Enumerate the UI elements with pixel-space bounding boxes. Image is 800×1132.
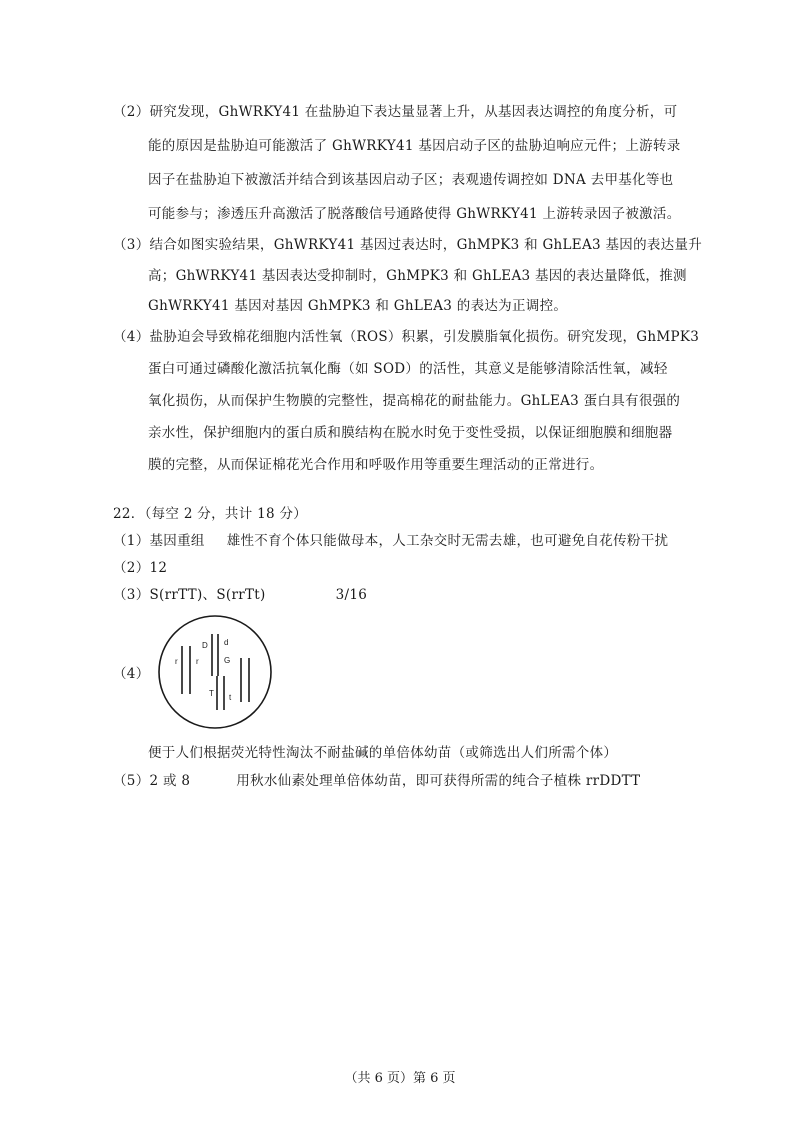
q22-a1-number: （1） bbox=[113, 533, 150, 549]
q21-p4-line3: 氧化损伤，从而保护生物膜的完整性，提高棉花的耐盐能力。GhLEA3 蛋白具有很强的 bbox=[148, 393, 681, 409]
q22-a4-number: （4） bbox=[113, 666, 150, 682]
q21-p3-line2: 高；GhWRKY41 基因表达受抑制时，GhMPK3 和 GhLEA3 基因的表达量降低，推测 bbox=[148, 268, 687, 284]
q22-a5-number: （5） bbox=[113, 773, 150, 789]
q22-a3-ratio: 3/16 bbox=[335, 587, 368, 603]
cell-outline bbox=[159, 616, 271, 728]
q22-a3-number: （3） bbox=[113, 587, 150, 603]
q22-a1-part-a: 基因重组 bbox=[149, 533, 205, 549]
q22-a5-part-b: 用秋水仙素处理单倍体幼苗，即可获得所需的纯合子植株 rrDDTT bbox=[236, 773, 641, 789]
q21-p4-line2: 蛋白可通过磷酸化激活抗氧化酶（如 SOD）的活性，其意义是能够清除活性氧，减轻 bbox=[148, 361, 668, 377]
q21-p2-line2: 能的原因是盐胁迫可能激活了 GhWRKY41 基因启动子区的盐胁迫响应元件；上游转录 bbox=[148, 138, 681, 154]
q22-answer-5 bbox=[113, 772, 640, 790]
label-D: D bbox=[202, 641, 208, 650]
label-G: G bbox=[224, 656, 231, 665]
q22-header: 22．（每空 2 分，共计 18 分） bbox=[113, 506, 308, 522]
label-t: t bbox=[229, 693, 232, 702]
label-d: d bbox=[224, 638, 229, 647]
q21-p2-line4: 可能参与；渗透压升高激活了脱落酸信号通路使得 GhWRKY41 上游转录因子被激活。 bbox=[148, 206, 681, 222]
q22-a2-number: （2） bbox=[113, 560, 150, 576]
q21-p2-line1: （2）研究发现，GhWRKY41 在盐胁迫下表达量显著上升，从基因表达调控的角度分析，可 bbox=[113, 104, 678, 120]
q21-p3-line1: （3）结合如图实验结果，GhWRKY41 基因过表达时，GhMPK3 和 GhLEA3 基因的表达量升 bbox=[113, 237, 703, 253]
q21-p2-line3: 因子在盐胁迫下被激活并结合到该基因启动子区；表观遗传调控如 DNA 去甲基化等也 bbox=[148, 172, 674, 188]
page-footer: （共 6 页）第 6 页 bbox=[344, 1071, 456, 1086]
cell-chromosome-diagram bbox=[155, 612, 275, 732]
q22-a5-part-a: 2 或 8 bbox=[149, 773, 191, 789]
q22-answer-2 bbox=[113, 559, 167, 577]
q22-a1-part-b: 雄性不育个体只能做母本，人工杂交时无需去雄，也可避免自花传粉干扰 bbox=[226, 533, 669, 549]
q22-a2-value: 12 bbox=[149, 560, 168, 576]
q22-answer-3 bbox=[113, 586, 367, 604]
q21-p4-line4: 亲水性，保护细胞内的蛋白质和膜结构在脱水时免于变性受损，以保证细胞膜和细胞器 bbox=[148, 425, 673, 441]
q21-p3-line3: GhWRKY41 基因对基因 GhMPK3 和 GhLEA3 的表达为正调控。 bbox=[148, 298, 568, 314]
q21-p4-line5: 膜的完整，从而保证棉花光合作用和呼吸作用等重要生理活动的正常进行。 bbox=[148, 457, 604, 473]
label-T: T bbox=[209, 689, 214, 698]
q22-a4-text: 便于人们根据荧光特性淘汰不耐盐碱的单倍体幼苗（或筛选出人们所需个体） bbox=[148, 745, 618, 761]
label-r2: r bbox=[196, 657, 199, 666]
q22-answer-1 bbox=[113, 532, 668, 550]
q21-p4-line1: （4）盐胁迫会导致棉花细胞内活性氧（ROS）积累，引发膜脂氧化损伤。研究发现，GhMPK3 bbox=[113, 329, 700, 345]
label-r1: r bbox=[175, 657, 178, 666]
q22-a3-genotypes: S(rrTT)、S(rrTt) bbox=[149, 587, 266, 603]
